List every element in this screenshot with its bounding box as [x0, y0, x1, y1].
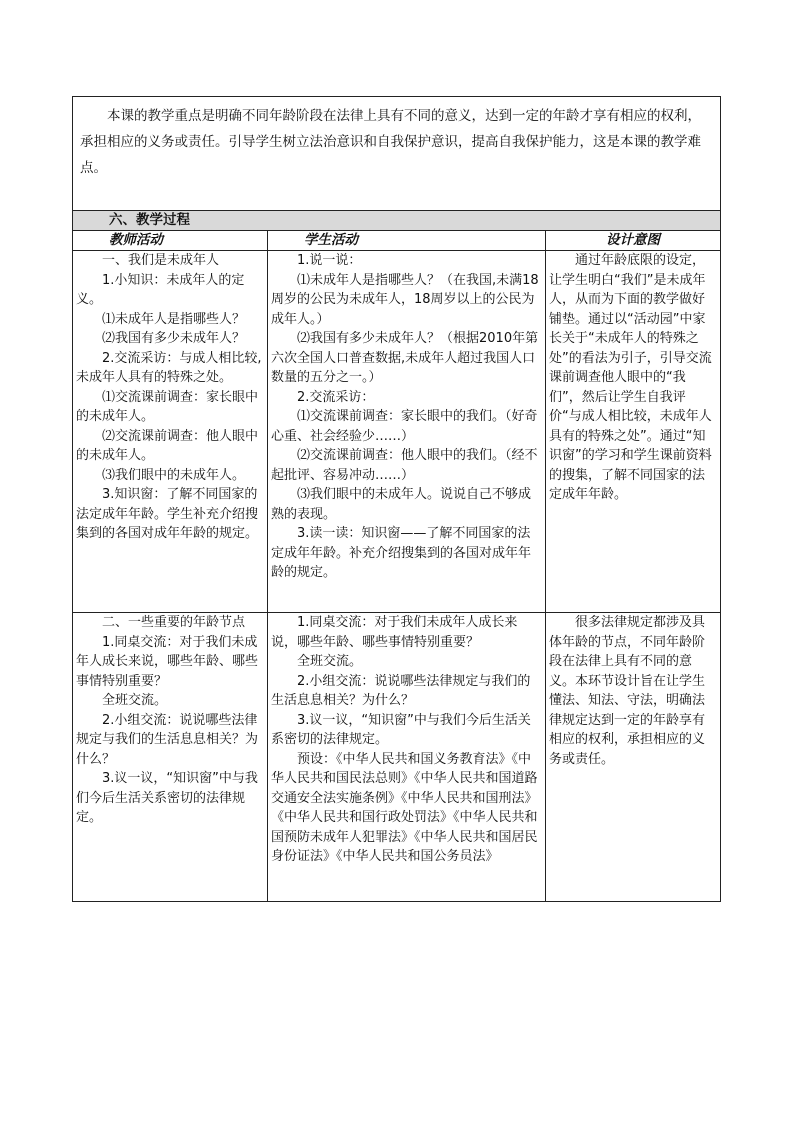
student-line: 预设：《中华人民共和国义务教育法》《中华人民共和国民法总则》《中华人民共和国道路交通安全法实施条例》《中华人民共和国刑法》《中华人民共和国行政处罚法》《中华人民共和国预防未成年人犯罪法》《中华人民共和国居民身份证法》《中华人民共和国公务员法》 — [271, 751, 538, 864]
student-line: 3.读一读：知识窗——了解不同国家的法定成年年龄。补充介绍搜集到的各国对成年年龄的规定。 — [271, 526, 532, 580]
student-cell — [268, 613, 546, 902]
design-text: 很多法律规定都涉及具体年龄的节点，不同年龄阶段在法律上具有不同的意义。本环节设计旨在让学生懂法、知法、守法，明确法律规定达到一定的年龄享有相应的权利，承担相应的义务或责任。 — [549, 615, 706, 767]
header-design-intent: 设计意图 — [546, 231, 721, 251]
student-line: 全班交流。 — [297, 654, 363, 669]
design-cell — [546, 251, 721, 613]
intro-cell — [73, 97, 721, 211]
teacher-line: 全班交流。 — [102, 693, 168, 708]
student-line: 1.同桌交流：对于我们未成年人成长来说，哪些年龄、哪些事情特别重要？ — [271, 615, 518, 650]
teacher-line: ⑵交流课前调查：他人眼中的未成年人。 — [76, 428, 259, 463]
teacher-line: 3.知识窗：了解不同国家的法定成年年龄。学生补充介绍搜集到的各国对成年年龄的规定。 — [76, 487, 259, 541]
table-row — [73, 613, 721, 902]
teacher-line: 3.议一议，“知识窗”中与我们今后生活关系密切的法律规定。 — [76, 771, 258, 825]
teacher-line: 二、一些重要的年龄节点 — [102, 615, 246, 630]
student-line: ⑵我国有多少未成年人？（根据2010年第六次全国人口普查数据,未成年人超过我国人口数量的五分之一。） — [271, 331, 539, 385]
table-row — [73, 251, 721, 613]
student-line: 1.说一说： — [297, 253, 362, 268]
design-text: 通过年龄底限的设定，让学生明白“我们”是未成年人，从而为下面的教学做好铺垫。通过以“活动园”中家长关于“未成年人的特殊之处”的看法为引子，引导交流课前调查他人眼中的“我们”，然后让学生自我评价“与成人相比较，未成年人具有的特殊之处”。通过“知识窗”的学习和学生课前资料的搜集，了解不同国家的法定成年年龄。 — [549, 253, 712, 502]
teacher-line: 2.交流采访：与成人相比较,未成年人具有的特殊之处。 — [76, 350, 262, 385]
teacher-line: 一、我们是未成年人 — [102, 253, 220, 268]
header-student-activity: 学生活动 — [268, 231, 546, 251]
intro-row — [73, 97, 721, 211]
section-title: 六、教学过程 — [73, 211, 721, 231]
teacher-line: 1.同桌交流：对于我们未成年人成长来说，哪些年龄、哪些事情特别重要？ — [76, 634, 259, 689]
teacher-line: ⑶我们眼中的未成年人。 — [102, 467, 246, 483]
student-cell — [268, 251, 546, 613]
lesson-plan-table — [72, 96, 721, 902]
student-line: ⑴交流课前调查：家长眼中的我们。（好奇心重、社会经验少……） — [271, 409, 538, 444]
section-row — [73, 211, 721, 231]
teacher-cell — [73, 613, 268, 902]
teacher-cell — [73, 251, 268, 613]
student-line: ⑶我们眼中的未成年人。说说自己不够成熟的表现。 — [271, 487, 532, 522]
student-line: ⑴未成年人是指哪些人？（在我国,未满18周岁的公民为未成年人，18周岁以上的公民为成年人。） — [271, 272, 539, 327]
student-line: 2.交流采访： — [297, 389, 375, 405]
teacher-line: ⑴交流课前调查：家长眼中的未成年人。 — [76, 389, 259, 424]
intro-text: 本课的教学重点是明确不同年龄阶段在法律上具有不同的意义，达到一定的年龄才享有相应的权利，承担相应的义务或责任。引导学生树立法治意识和自我保护意识，提高自我保护能力，这是本课的教学难点。 — [80, 108, 701, 176]
teacher-line: ⑴未成年人是指哪些人？ — [102, 311, 246, 327]
header-row — [73, 231, 721, 251]
teacher-line: 1.小知识：未成年人的定义。 — [76, 272, 245, 307]
student-line: 2.小组交流：说说哪些法律规定与我们的生活息息相关？为什么？ — [271, 673, 531, 708]
header-teacher-activity: 教师活动 — [73, 231, 268, 251]
teacher-line: ⑵我国有多少未成年人？ — [102, 331, 246, 346]
design-cell — [546, 613, 721, 902]
student-line: ⑵交流课前调查：他人眼中的我们。（经不起批评、容易冲动……） — [271, 448, 538, 483]
student-line: 3.议一议，“知识窗”中与我们今后生活关系密切的法律规定。 — [271, 712, 531, 747]
teacher-line: 2.小组交流：说说哪些法律规定与我们的生活息息相关？为什么？ — [76, 712, 259, 767]
